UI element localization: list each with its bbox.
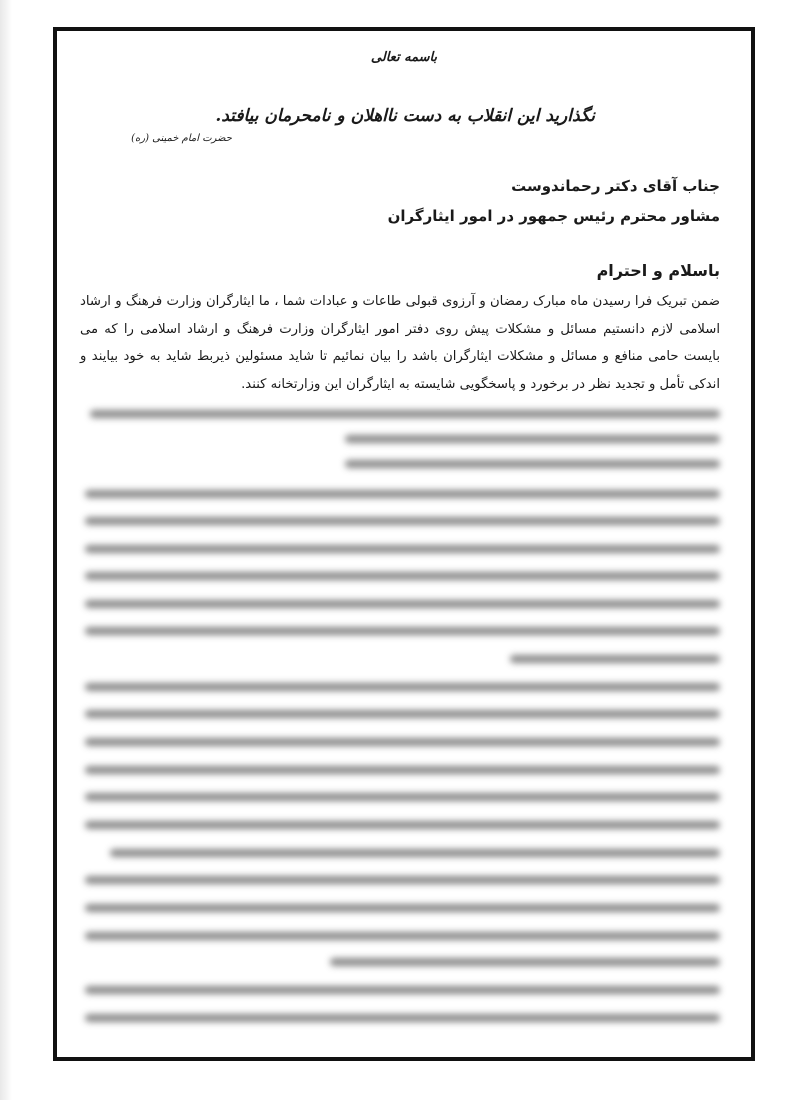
body-paragraph: ضمن تبریک فرا رسیدن ماه مبارک رمضان و آرزوی قبولی طاعات و عبادات شما ، ما ایثارگران وزارت فرهنگ و ارشاد اسلامی لازم دانستیم مسائل و مشکلات پیش روی دفتر امور ایثارگران وزارت فرهنگ و ارشاد اسلامی را که می بایست حامی منافع و مسائل و مشکلات ایثارگران باشد را بیان نمائیم تا شاید مسئولین ذیربط شاید به خود بیایند و اندکی تأمل و تجدید نظر در برخورد و پاسخگویی شایسته به ایثارگران این وزارتخانه کنند. xyxy=(80,294,720,392)
greeting: باسلام و احترام xyxy=(596,261,720,280)
recipient-name: جناب آقای دکتر رحماندوست xyxy=(511,177,720,195)
recipient-title: مشاور محترم رئیس جمهور در امور ایثارگران xyxy=(387,207,720,225)
scan-edge-shadow xyxy=(0,0,12,1100)
quote-attribution: حضرت امام خمینی (ره) xyxy=(131,133,232,144)
invocation-heading: باسمه تعالی xyxy=(370,50,438,65)
quote-text: نگذارید این انقلاب به دست نااهلان و نامحرمان بیافتد. xyxy=(215,106,595,126)
